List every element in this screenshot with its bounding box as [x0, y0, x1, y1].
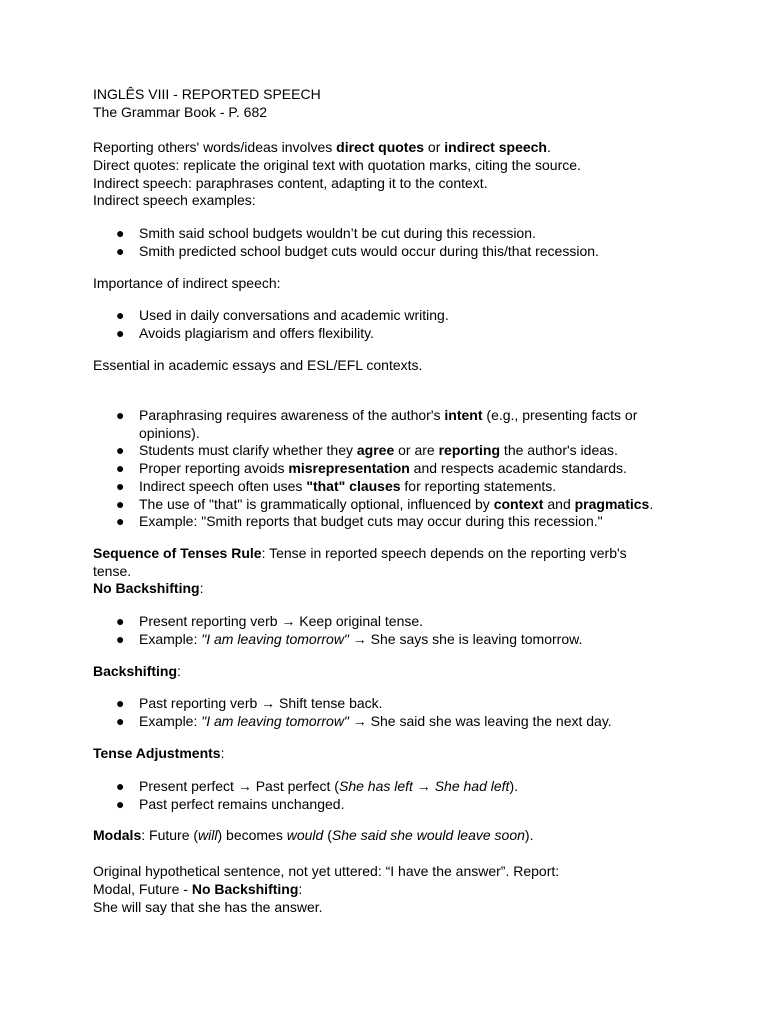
- bullet-icon: ●: [116, 407, 125, 423]
- bullet-icon: ●: [116, 478, 125, 494]
- indirect-speech-definition: Indirect speech: paraphrases content, adapting it to the context.: [93, 175, 488, 191]
- bullet-icon: ●: [116, 325, 125, 341]
- example-item: Smith predicted school budget cuts would occur during this/that recession.: [139, 243, 599, 259]
- bullet-icon: ●: [116, 796, 125, 812]
- bullet-icon: ●: [116, 496, 125, 512]
- note-item: Students must clarify whether they agree or are reporting the author's ideas.: [139, 442, 618, 458]
- note-item-continuation: opinions).: [139, 425, 200, 441]
- sequence-continuation: tense.: [93, 563, 132, 579]
- examples-label: Indirect speech examples:: [93, 192, 256, 208]
- bullet-icon: ●: [116, 307, 125, 323]
- note-item: Proper reporting avoids misrepresentation and respects academic standards.: [139, 460, 627, 476]
- no-backshifting-heading: No Backshifting:: [93, 580, 204, 596]
- rule-example: Example: "I am leaving tomorrow" → She says she is leaving tomorrow.: [139, 631, 583, 647]
- bullet-icon: ●: [116, 225, 125, 241]
- importance-item: Avoids plagiarism and offers flexibility.: [139, 325, 374, 341]
- bullet-icon: ●: [116, 243, 125, 259]
- note-item: Example: "Smith reports that budget cuts may occur during this recession.": [139, 513, 603, 529]
- hypothetical-sentence: Original hypothetical sentence, not yet uttered: “I have the answer”. Report:: [93, 863, 560, 879]
- bullet-icon: ●: [116, 695, 125, 711]
- hypothetical-modal-line: Modal, Future - No Backshifting:: [93, 881, 303, 897]
- bullet-icon: ●: [116, 613, 125, 629]
- intro-paragraph: Reporting others' words/ideas involves direct quotes or indirect speech.: [93, 139, 551, 155]
- bullet-icon: ●: [116, 713, 125, 729]
- note-item: The use of "that" is grammatically optional, influenced by context and pragmatics.: [139, 496, 654, 512]
- hypothetical-report: She will say that she has the answer.: [93, 899, 323, 915]
- document-title: INGLÊS VIII - REPORTED SPEECH: [93, 86, 321, 102]
- tense-adjustments-heading: Tense Adjustments:: [93, 745, 225, 761]
- rule-example: Example: "I am leaving tomorrow" → She said she was leaving the next day.: [139, 713, 612, 729]
- rule-item: Past perfect remains unchanged.: [139, 796, 345, 812]
- importance-label: Importance of indirect speech:: [93, 275, 281, 291]
- direct-quotes-definition: Direct quotes: replicate the original text with quotation marks, citing the source.: [93, 157, 581, 173]
- bullet-icon: ●: [116, 778, 125, 794]
- modals-rule: Modals: Future (will) becomes would (She said she would leave soon).: [93, 827, 534, 843]
- rule-item: Present perfect → Past perfect (She has left → She had left).: [139, 778, 518, 794]
- sequence-of-tenses-rule: Sequence of Tenses Rule: Tense in reported speech depends on the reporting verb's: [93, 545, 627, 561]
- bullet-icon: ●: [116, 631, 125, 647]
- backshifting-heading: Backshifting:: [93, 663, 181, 679]
- rule-item: Past reporting verb → Shift tense back.: [139, 695, 383, 711]
- rule-item: Present reporting verb → Keep original tense.: [139, 613, 424, 629]
- note-item: Indirect speech often uses "that" clauses for reporting statements.: [139, 478, 557, 494]
- source-reference: The Grammar Book - P. 682: [93, 104, 268, 120]
- bullet-icon: ●: [116, 513, 125, 529]
- essential-note: Essential in academic essays and ESL/EFL contexts.: [93, 357, 423, 373]
- importance-item: Used in daily conversations and academic writing.: [139, 307, 449, 323]
- example-item: Smith said school budgets wouldn’t be cut during this recession.: [139, 225, 536, 241]
- bullet-icon: ●: [116, 442, 125, 458]
- bullet-icon: ●: [116, 460, 125, 476]
- note-item: Paraphrasing requires awareness of the author's intent (e.g., presenting facts or: [139, 407, 638, 423]
